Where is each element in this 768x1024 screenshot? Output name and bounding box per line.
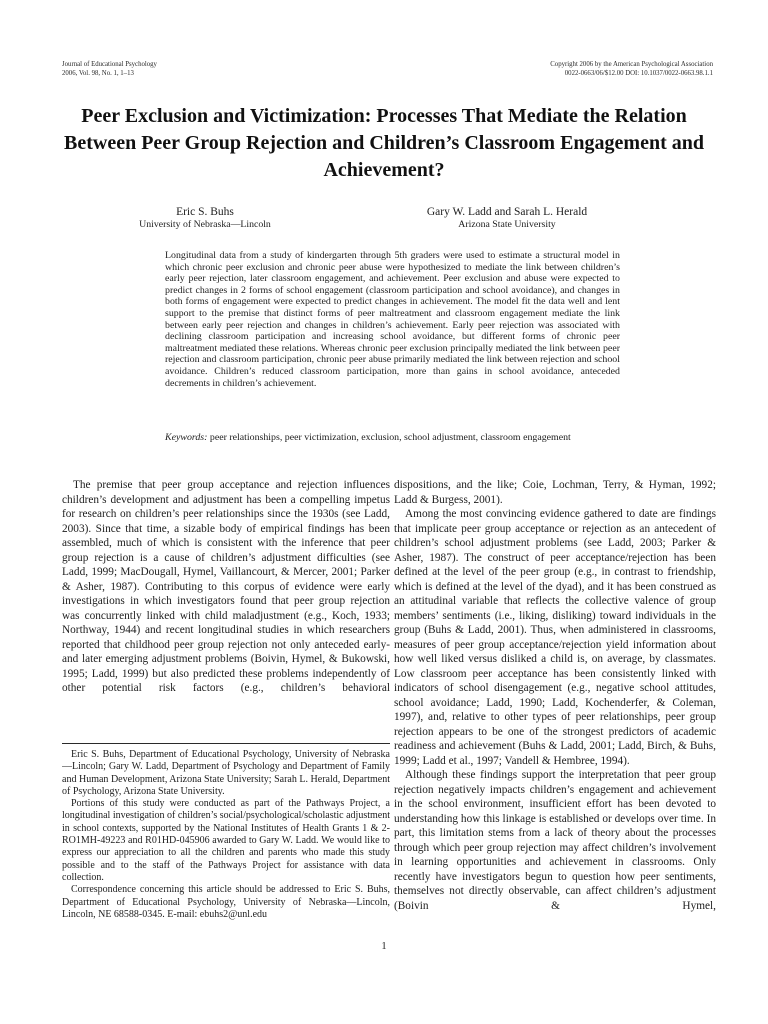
journal-header	[62, 60, 713, 78]
footnote-paragraph: Eric S. Buhs, Department of Educational Psychology, University of Nebraska—Lincoln; Gary W. Ladd, Department of Psychology and Department of Family and Human Development, Arizona State University; Sarah L. Herald, Department of Psychology, Arizona State University.	[62, 749, 390, 797]
journal-name: Journal of Educational Psychology	[62, 61, 157, 68]
author-affiliation: Arizona State University	[458, 219, 556, 230]
body-column-left	[62, 478, 390, 726]
copyright-info	[550, 60, 713, 78]
journal-info	[62, 60, 157, 78]
author-affiliation: University of Nebraska—Lincoln	[139, 219, 271, 230]
keywords-text: peer relationships, peer victimization, exclusion, school adjustment, classroom engagement	[207, 432, 571, 443]
keywords-label: Keywords:	[165, 432, 208, 443]
paper-title: Peer Exclusion and Victimization: Processes That Mediate the Relation Between Peer Group Rejection and Children’s Classroom Engagement and Achievement?	[64, 105, 704, 181]
abstract-text: Longitudinal data from a study of kindergarten through 5th graders were used to estimate a structural model in which chronic peer exclusion and chronic peer abuse were hypothesized to mediate the link between children’s early peer rejection, later classroom engagement, and achievement. Peer exclusion and abuse were expected to predict changes in 2 forms of school engagement (classroom participation and school avoidance), and changes in both forms of engagement were expected to predict changes in achievement. The model fit the data well and lent support to the premise that distinct forms of peer maltreatment and classroom engagement mediate the link between early peer rejection and changes in children’s achievement. Early peer rejection was associated with declining classroom participation and increasing school avoidance, but different forms of chronic peer maltreatment mediated these relations. Whereas chronic peer exclusion principally mediated the link between peer rejection and classroom participation, chronic peer abuse primarily mediated the link between rejection and school avoidance. Children’s reduced classroom participation, more than gains in school avoidance, anteceded decrements in children’s achievement.	[165, 250, 620, 389]
footnote-paragraph: Portions of this study were conducted as part of the Pathways Project, a longitudinal investigation of children’s social/psychological/scholastic adjustment in school contexts, supported by the National Institutes of Health Grants 1 & 2-RO1MH-49223 and R01HD-045906 awarded to Gary W. Ladd. We would like to express our appreciation to all the children and parents who made this study possible and to the staff of the Pathways Project for assistance with data collection.	[62, 798, 390, 883]
doi-line: 0022-0663/06/$12.00 DOI: 10.1037/0022-0663.98.1.1	[564, 70, 713, 77]
footnote-divider	[62, 743, 390, 744]
author-block-left	[40, 206, 370, 231]
keywords-line	[165, 432, 620, 444]
author-block-right	[342, 206, 672, 231]
page-number: 1	[381, 941, 387, 952]
body-column-right	[394, 478, 716, 936]
copyright-line: Copyright 2006 by the American Psychological Association	[550, 61, 713, 68]
author-note	[62, 749, 390, 925]
body-paragraph: dispositions, and the like; Coie, Lochman, Terry, & Hyman, 1992; Ladd & Burgess, 2001).	[394, 479, 716, 506]
journal-volume: 2006, Vol. 98, No. 1, 1–13	[62, 70, 134, 77]
author-name: Gary W. Ladd and Sarah L. Herald	[426, 206, 588, 218]
footnote-paragraph: Correspondence concerning this article should be addressed to Eric S. Buhs, Department of Educational Psychology, University of Nebraska—Lincoln, Lincoln, NE 68588-0345. E-mail: ebuhs2@unl.edu	[62, 884, 390, 920]
author-name: Eric S. Buhs	[176, 206, 234, 218]
body-paragraph: Although these findings support the interpretation that peer group rejection negatively impacts children’s engagement and achievement in the school environment, insufficient effort has been devoted to understanding how this linkage is established or develops over time. In part, this limitation stems from a lack of theory about the processes through which peer group rejection may affect children’s involvement in learning opportunities and achievement in classrooms. Only recently have investigators begun to question how peer sentiments, themselves not directly observable, can affect children’s adjustment (Boivin & Hymel,	[394, 769, 716, 912]
body-paragraph: Among the most convincing evidence gathered to date are findings that implicate peer group acceptance or rejection as an antecedent of children’s school adjustment problems (see Ladd, 2003; Parker & Asher, 1987). The construct of peer acceptance/rejection has been defined at the level of the peer group (e.g., in contrast to friendship, which is defined at the level of the dyad), and it has been construed as an attitudinal variable that reflects the collective valence of group members’ sentiments (i.e., liking, disliking) toward individuals in the group (Buhs & Ladd, 2001). Thus, when administered in classrooms, measures of peer group acceptance/rejection yield information about how well liked versus disliked a child is, on average, by classmates. Low classroom peer acceptance has been consistently linked with indicators of school disengagement (e.g., negative school attitudes, school avoidance; Ladd, 1990; Ladd, Kochenderfer, & Coleman, 1997), and, relative to other types of peer relationships, peer group rejection appears to be one of the strongest predictors of academic readiness and achievement (Buhs & Ladd, 2001; Ladd, Birch, & Buhs, 1999; Ladd et al., 1997; Vandell & Hembree, 1994).	[394, 508, 716, 767]
body-paragraph: The premise that peer group acceptance and rejection influences children’s development and adjustment has been a compelling impetus for research on children’s peer relationships since the 1930s (see Ladd, 2003). Since that time, a sizable body of empirical findings has been assembled, much of which is consistent with the inference that peer group rejection is a cause of children’s adjustment difficulties (see Ladd, 1999; MacDougall, Hymel, Vaillancourt, & Mercer, 2001; Parker & Asher, 1987). Contributing to this corpus of evidence were early investigations in which investigators found that peer group rejection was concurrently linked with child maladjustment (e.g., Koch, 1933; Northway, 1944) and recent longitudinal studies in which researchers reported that childhood peer group rejection not only anteceded early- and later emerging adjustment problems (Boivin, Hymel, & Bukowski, 1995; Ladd, 1999) but also predicted these problems independently of other potential risk factors (e.g., children’s behavioral	[62, 479, 390, 694]
